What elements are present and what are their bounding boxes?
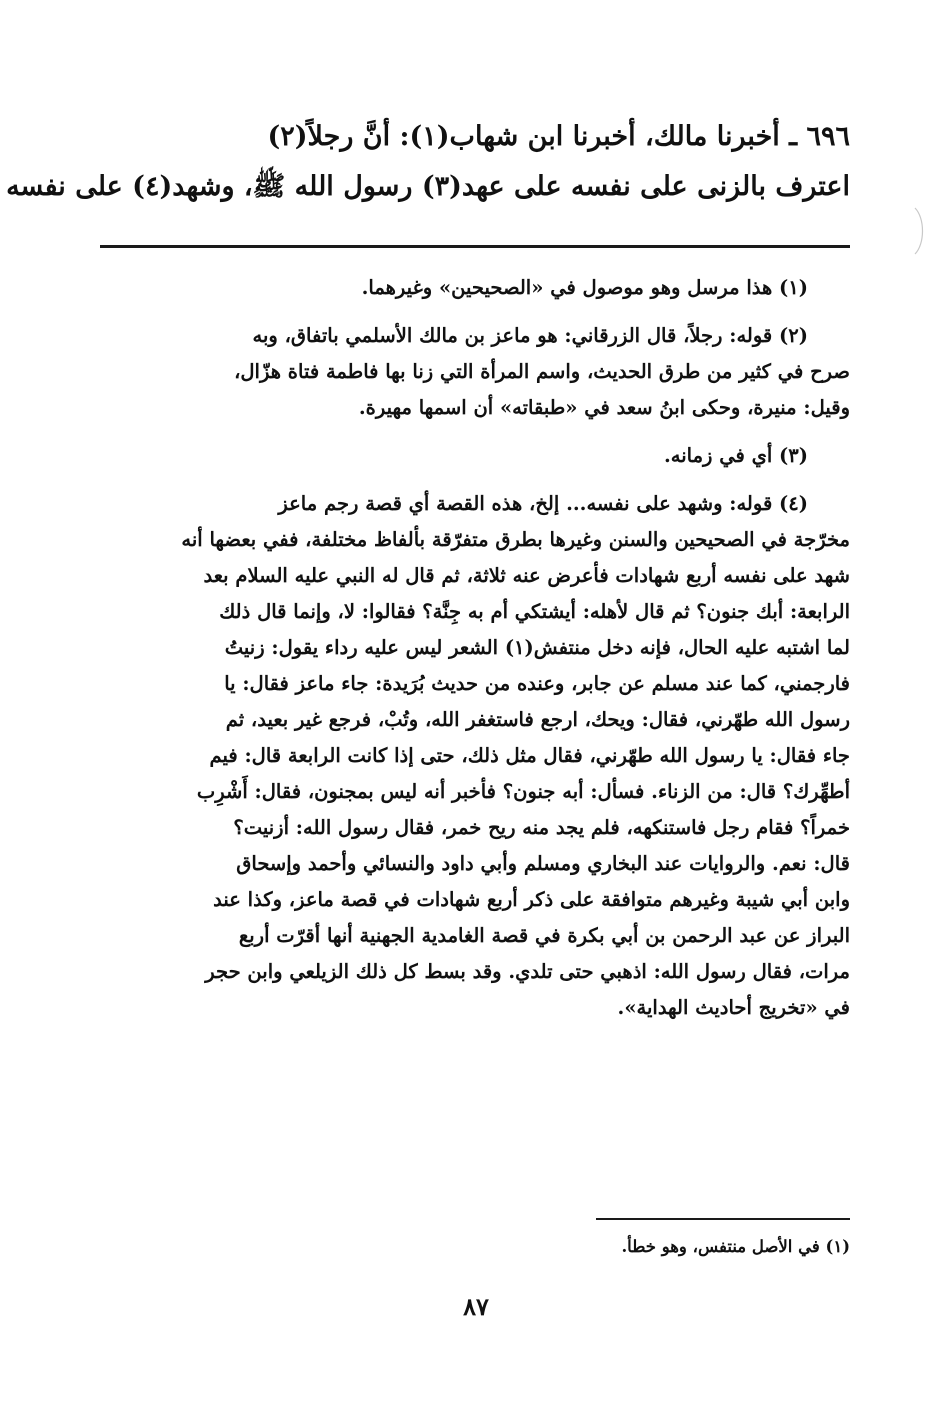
footnote-line: وقيل: منيرة، وحكى ابنُ سعد في «طبقاته» أن اسمها مهيرة. [358,396,850,419]
footnote-line: أطهِّرك؟ قال: من الزناء. فسأل: أبه جنون؟ فأخبر أنه ليس بمجنون، فقال: أَشْرِب [196,780,850,803]
footnote-line: مخرّجة في الصحيحين والسنن وغيرها بطرق متفرّقة بألفاظ مختلفة، ففي بعضها أنه [181,528,850,551]
hadith-line: ٦٩٦ ـ أخبرنا مالك، أخبرنا ابن شهاب(١): أنَّ رجلاً(٢) [267,121,850,152]
footnotes-section [100,270,850,1038]
footnote-line: (٢) قوله: رجلاً، قال الزرقاني: هو ماعز بن مالك الأسلمي باتفاق، وبه [252,324,808,347]
footnote-2 [100,318,850,426]
footnote-line: خمراً؟ فقام رجل فاستنكهه، فلم يجد منه ريح خمر، فقال رسول الله: أزنيت؟ [233,816,850,839]
footnote-separator [100,245,850,248]
footnote-4 [100,486,850,1026]
page-number: ٨٧ [463,1292,489,1321]
footnote-line: فارجمني، كما عند مسلم عن جابر، وعنده من حديث بُرَيدة: جاء ماعز فقال: يا [224,672,850,695]
footnote-1 [100,270,850,306]
footnote-line: رسول الله طهّرني، فقال: ويحك، ارجع فاستغفر الله، وتُبْ، فرجع غير بعيد، ثم [225,708,850,731]
footnote-line: قال: نعم. والروايات عند البخاري ومسلم وأبي داود والنسائي وأحمد وإسحاق [236,852,850,875]
footnote-line: جاء فقال: يا رسول الله طهّرني، فقال مثل ذلك، حتى إذا كانت الرابعة قال: فيم [209,744,850,767]
sub-footnote: (١) في الأصل منتفس، وهو خطأ. [621,1237,850,1256]
footnote-line: مرات، فقال رسول الله: اذهبي حتى تلدي. وقد بسط كل ذلك الزيلعي وابن حجر [205,960,850,983]
footnote-line: الرابعة: أبك جنون؟ ثم قال لأهله: أيشتكي أم به جِنَّة؟ فقالوا: لا، وإنما قال ذلك [219,600,850,623]
footnote-line: صرح في كثير من طرق الحديث، واسم المرأة التي زنا بها فاطمة فتاة هزّال، [234,360,850,383]
footnote-line: البراز عن عبد الرحمن بن أبي بكرة في قصة الغامدية الجهنية أنها أقرّت أربع [238,924,850,947]
sub-footnote-separator [596,1218,850,1220]
footnote-line: لما اشتبه عليه الحال، فإنه دخل منتفش(١) الشعر ليس عليه رداء يقول: زنيتُ [224,636,850,659]
footnote-3 [100,438,850,474]
hadith-line: اعترف بالزنى على نفسه على عهد(٣) رسول الله ﷺ، وشهد(٤) على نفسه [6,171,850,202]
footnote-line: شهد على نفسه أربع شهادات فأعرض عنه ثلاثة، ثم قال له النبي عليه السلام بعد [203,564,850,587]
footnote-line: (٣) أي في زمانه. [663,444,808,467]
footnote-line: وابن أبي شيبة وغيرهم متوافقة على ذكر أربع شهادات في قصة ماعز، وكذا عند [213,888,850,911]
footnote-line: (١) هذا مرسل وهو موصول في «الصحيحين» وغيرهما. [361,276,808,299]
footnote-line: في «تخريج أحاديث الهداية». [617,996,850,1019]
footnote-line: (٤) قوله: وشهد على نفسه... إلخ، هذه القصة أي قصة رجم ماعز [278,492,808,515]
margin-bracket-mark [912,206,928,256]
hadith-text [6,112,850,212]
